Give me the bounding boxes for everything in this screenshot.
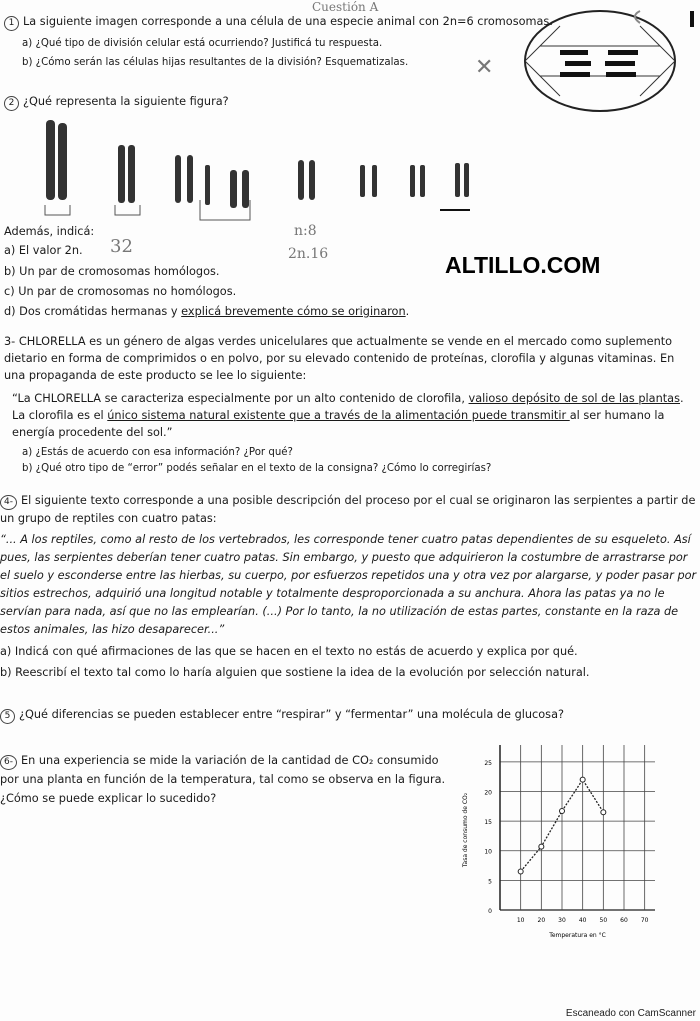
q3-quote-text: La clorofila es el	[12, 409, 108, 422]
q4-prompt: El siguiente texto corresponde a una posible descripción del proceso por el cual se originaron las serpientes a partir de	[21, 494, 696, 507]
q3-quote-2	[12, 409, 664, 422]
x-tick-label: 70	[640, 917, 649, 924]
q2-intro: Además, indicá:	[4, 225, 95, 238]
q2-item-b: b) Un par de cromosomas homólogos.	[4, 265, 220, 278]
q4-quote-line: estos animales, las hizo desaparecer...”	[0, 623, 225, 636]
handwritten-answer-32: 32	[110, 236, 133, 257]
q4-quote-line: el suelo y esconderse entre las hierbas, su cuerpo, por esfuerzos repetidos una y otra vez por alargarse, y poder pasar por	[0, 569, 697, 582]
q6-line-3: ¿Cómo se puede explicar lo sucedido?	[0, 792, 217, 805]
x-tick-label: 30	[558, 917, 566, 924]
q3-quote-1	[12, 392, 684, 405]
question-2-text	[4, 95, 229, 111]
question-number: 5	[0, 709, 15, 724]
y-tick-label: 15	[484, 819, 492, 827]
y-tick-label: 20	[484, 789, 492, 797]
handwritten-x-mark: ✕	[475, 55, 494, 80]
q6-prompt: En una experiencia se mide la variación de la cantidad de CO₂ consumido	[21, 754, 439, 767]
q2-item-d	[4, 305, 409, 318]
question-number: 1	[4, 16, 19, 31]
q4-line-1	[0, 494, 695, 510]
q3-item-b: b) ¿Qué otro tipo de “error” podés señalar en el texto de la consigna? ¿Cómo lo corregirías?	[22, 463, 492, 474]
co2-temperature-chart	[455, 740, 655, 940]
x-tick-label: 60	[620, 917, 628, 924]
q2-d-underlined: explicá brevemente cómo se originaron	[181, 305, 406, 318]
q3-quote-end: .	[680, 392, 684, 405]
y-tick-label: 0	[488, 908, 492, 915]
q6-line-1	[0, 754, 439, 770]
question-number: 6-	[0, 755, 17, 770]
q3-quote-3: energía procedente del sol.”	[12, 426, 173, 439]
q1-item-a: a) ¿Qué tipo de división celular está ocurriendo? Justificá tu respuesta.	[22, 38, 383, 49]
q2-d-end: .	[405, 305, 410, 318]
q3-line-2: dietario en forma de comprimidos o en polvo, por su elevado contenido de proteínas, clorofila y algunas vitaminas. En	[4, 352, 675, 365]
data-point	[518, 869, 523, 874]
question-number: 4-	[0, 495, 17, 510]
x-axis-label: Temperatura en °C	[549, 932, 606, 939]
scanner-footer: Escaneado con CamScanner	[565, 1008, 696, 1019]
q1-prompt: La siguiente imagen corresponde a una célula de una especie animal con 2n=6 cromosomas.	[23, 15, 553, 28]
q4-quote-line: sitios estrechos, adquirió una longitud notable y totalmente desproporcionada a su anchura. Ahora las patas ya no le	[0, 587, 665, 600]
q4-line-2: un grupo de reptiles con cuatro patas:	[0, 512, 217, 525]
handwritten-header: Cuestión A	[312, 0, 379, 14]
question-5-text	[0, 708, 564, 724]
x-tick-label: 20	[537, 917, 546, 924]
q1-item-b: b) ¿Cómo serán las células hijas resultantes de la división? Esquematizalas.	[22, 57, 409, 68]
x-tick-label: 10	[516, 917, 525, 924]
q3-line-1: 3- CHLORELLA es un género de algas verdes unicelulares que actualmente se vende en el mercado como suplemento	[4, 335, 673, 348]
q4-quote-line: pues, las serpientes deberían tener cuatro patas. Sin embargo, y puesto que adquirieron la costumbre de arrastrarse por	[0, 551, 688, 564]
y-tick-label: 25	[484, 759, 492, 767]
q3-quote-text: “La CHLORELLA se caracteriza especialmente por un alto contenido de clorofila,	[12, 392, 469, 405]
handwritten-n: n:8	[294, 223, 317, 239]
data-point	[580, 777, 585, 782]
y-axis-label: Tasa de consumo de CO₂	[462, 792, 469, 868]
q4-item-a: a) Indicá con qué afirmaciones de las que se hacen en el texto no estás de acuerdo y explica por qué.	[0, 645, 578, 658]
q3-quote-end: al ser humano la	[569, 409, 665, 422]
q2-d-text: d) Dos cromátidas hermanas y	[4, 305, 182, 318]
data-point	[601, 810, 606, 815]
q6-line-2: por una planta en función de la temperatura, tal como se observa en la figura.	[0, 773, 446, 786]
q2-item-a: a) El valor 2n.	[4, 244, 83, 257]
question-1-text	[4, 15, 553, 31]
data-point	[539, 844, 544, 849]
data-point	[560, 809, 565, 814]
y-tick-label: 10	[484, 848, 492, 856]
q4-quote-line: servían para nada, así que no las emplearían. (...) Por lo tanto, la no utilización de estas partes, constante en la raza de	[0, 605, 679, 618]
q2-prompt: ¿Qué representa la siguiente figura?	[23, 95, 229, 108]
q2-item-c: c) Un par de cromosomas no homólogos.	[4, 285, 237, 298]
handwritten-2n: 2n.16	[288, 246, 329, 262]
q3-line-3: una propaganda de este producto se lee lo siguiente:	[4, 369, 307, 382]
q4-quote-line: “... A los reptiles, como al resto de los vertebrados, les corresponde tener cuatro patas dependientes de su esqueleto. Así	[0, 533, 691, 546]
y-tick-label: 5	[488, 878, 492, 886]
question-number: 2	[4, 96, 19, 111]
watermark: ALTILLO.COM	[445, 252, 601, 278]
x-tick-label: 50	[599, 917, 608, 924]
q5-prompt: ¿Qué diferencias se pueden establecer entre “respirar” y “fermentar” una molécula de glucosa?	[19, 708, 564, 721]
karyotype-figure	[30, 115, 480, 225]
q4-item-b: b) Reescribí el texto tal como lo haría alguien que sostiene la idea de la evolución por selección natural.	[0, 666, 590, 679]
q3-quote-underlined: único sistema natural existente que a través de la alimentación puede transmitir	[107, 409, 570, 422]
q3-item-a: a) ¿Estás de acuerdo con esa información? ¿Por qué?	[22, 447, 293, 458]
q3-quote-underlined: valioso depósito de sol de las plantas	[468, 392, 680, 405]
x-tick-label: 40	[578, 917, 587, 924]
